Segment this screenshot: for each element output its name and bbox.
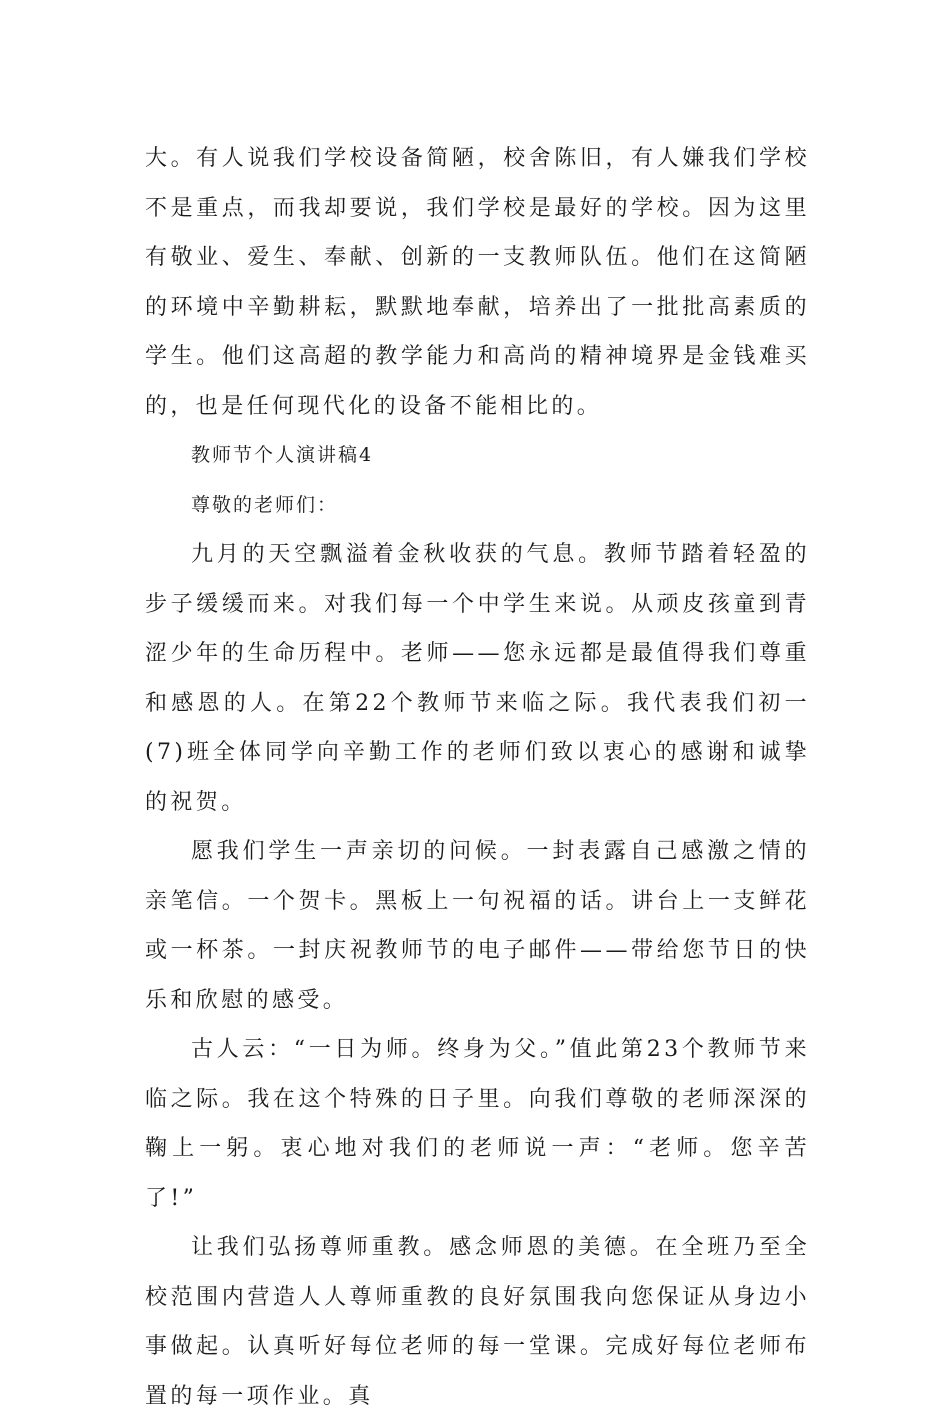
salutation: 尊敬的老师们： (191, 493, 339, 516)
document-body (145, 134, 810, 1421)
paragraph: 愿我们学生一声亲切的问候。一封表露自己感激之情的亲笔信。一个贺卡。黑板上一句祝福的话。讲台上一支鲜花或一杯茶。一封庆祝教师节的电子邮件——带给您节日的快乐和欣慰的感受。 (145, 839, 810, 1013)
paragraph: 古人云：“一日为师。终身为父。”值此第23个教师节来临之际。我在这个特殊的日子里。向我们尊敬的老师深深的鞠上一躬。衷心地对我们的老师说一声：“老师。您辛苦了!” (145, 1037, 810, 1211)
paragraph: 让我们弘扬尊师重教。感念师恩的美德。在全班乃至全校范围内营造人人尊师重教的良好氛围我向您保证从身边小事做起。认真听好每位老师的每一堂课。完成好每位老师布置的每一项作业。真 (145, 1235, 810, 1409)
paragraph-continuation: 大。有人说我们学校设备简陋，校舍陈旧，有人嫌我们学校不是重点，而我却要说，我们学校是最好的学校。因为这里有敬业、爱生、奉献、创新的一支教师队伍。他们在这简陋的环境中辛勤耕耘，默默地奉献，培养出了一批批高素质的学生。他们这高超的教学能力和高尚的精神境界是金钱难买的，也是任何现代化的设备不能相比的。 (145, 146, 810, 419)
paragraph: 九月的天空飘溢着金秋收获的气息。教师节踏着轻盈的步子缓缓而来。对我们每一个中学生来说。从顽皮孩童到青涩少年的生命历程中。老师——您永远都是最值得我们尊重和感恩的人。在第22个教师节来临之际。我代表我们初一(7)班全体同学向辛勤工作的老师们致以衷心的感谢和诚挚的祝贺。 (145, 542, 810, 815)
section-heading: 教师节个人演讲稿4 (191, 444, 374, 466)
